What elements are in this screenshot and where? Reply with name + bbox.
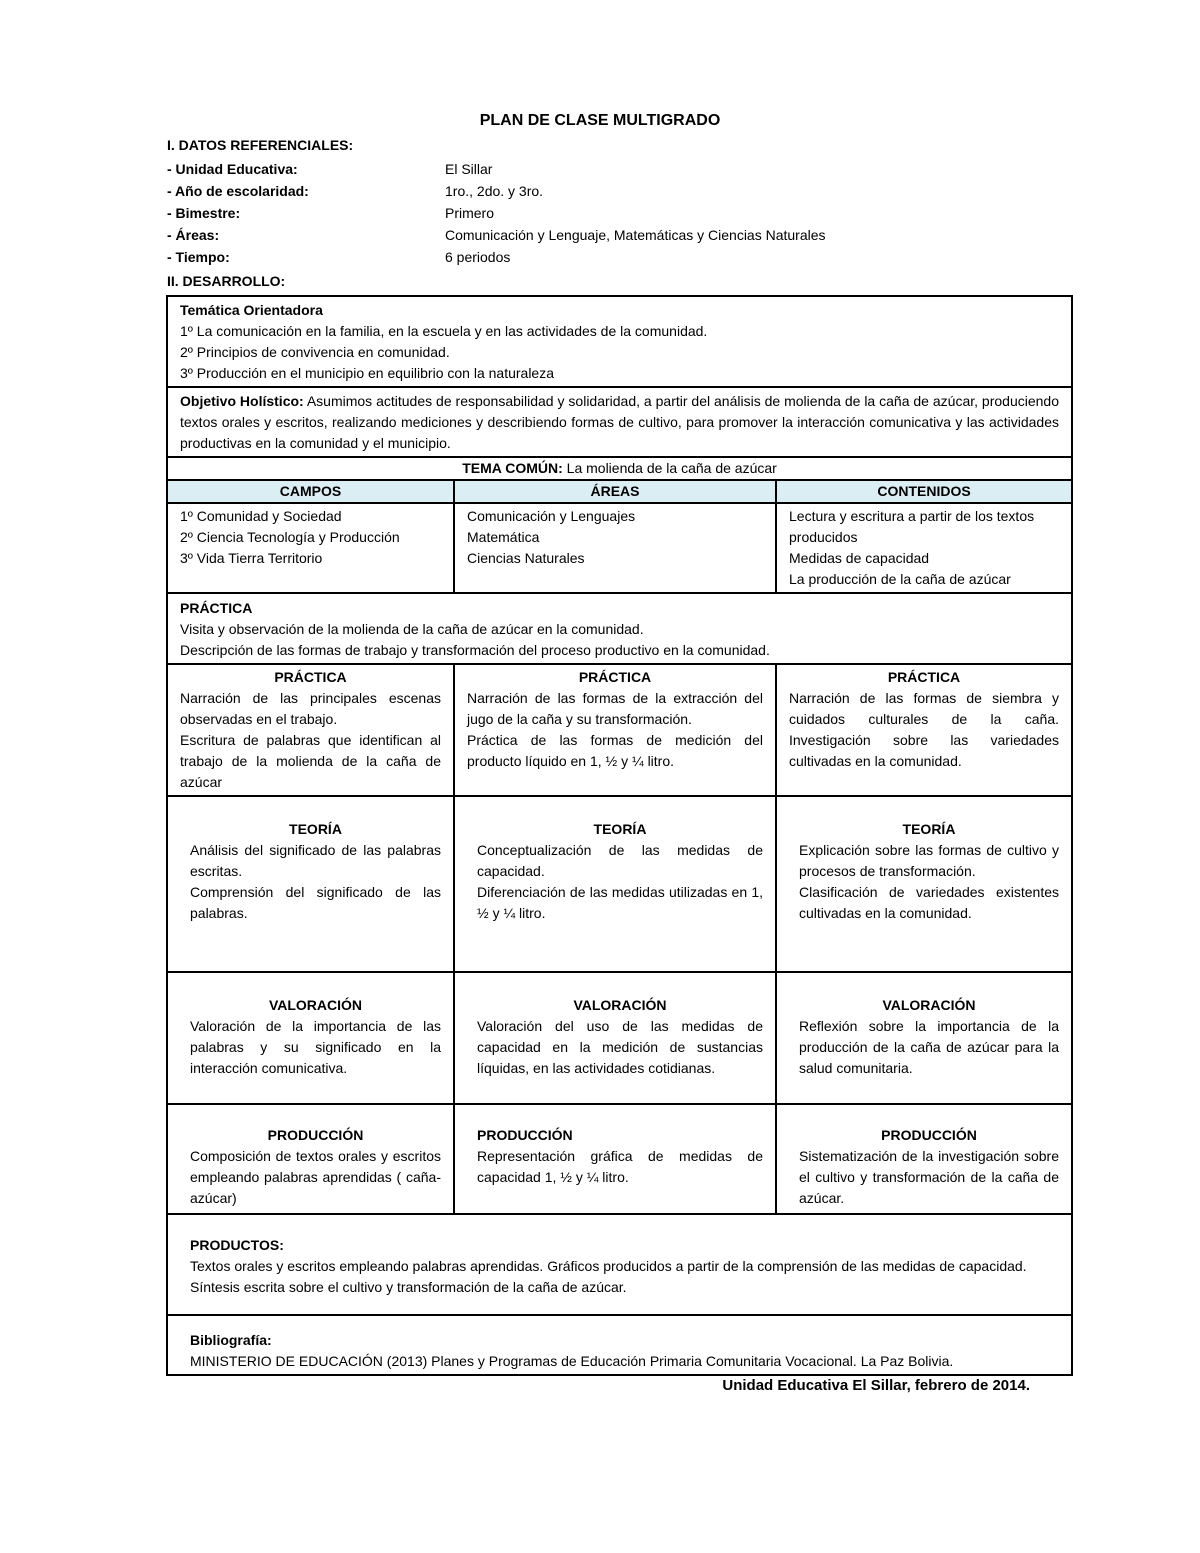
practica-general-title: PRÁCTICA <box>180 600 253 616</box>
contenido-item: La producción de la caña de azúcar <box>789 571 1011 587</box>
datos-value: Comunicación y Lenguaje, Matemáticas y Ciencias Naturales <box>445 227 826 243</box>
momento-produccion-row <box>168 1105 1071 1215</box>
productos-title: PRODUCTOS: <box>190 1237 284 1253</box>
tema-comun-label: TEMA COMÚN: <box>462 460 563 476</box>
header-contenidos: CONTENIDOS <box>777 481 1071 502</box>
momento-title: VALORACIÓN <box>882 997 976 1013</box>
bibliografia-title: Bibliografía: <box>190 1332 272 1348</box>
datos-label: - Bimestre: <box>167 205 241 221</box>
momento-text: Narración de las principales escenas observadas en el trabajo. <box>180 690 441 727</box>
productos-section <box>168 1215 1071 1316</box>
teoria-cell-2 <box>455 797 777 971</box>
practica-general <box>168 594 1071 665</box>
momento-text: Comprensión del significado de las palabras. <box>190 884 441 921</box>
tema-comun-text: La molienda de la caña de azúcar <box>562 460 777 476</box>
momento-text: Narración de las formas de la extracción del jugo de la caña y su transformación. <box>467 690 763 727</box>
produccion-cell-2 <box>455 1105 777 1213</box>
momento-title: VALORACIÓN <box>268 997 363 1013</box>
tematica-line: 3º Producción en el municipio en equilibrio con la naturaleza <box>180 365 555 381</box>
momento-title: PRODUCCIÓN <box>881 1127 977 1143</box>
header-campos: CAMPOS <box>168 481 455 502</box>
header-areas: ÁREAS <box>455 481 777 502</box>
productos-text: Textos orales y escritos empleando palabras aprendidas. Gráficos producidos a partir de la comprensión de las medidas de capacidad. Síntesis escrita sobre el cultivo y transformación de la caña de azúcar. <box>190 1258 1027 1295</box>
momento-text: Clasificación de variedades existentes cultivadas en la comunidad. <box>799 884 1059 921</box>
area-item: Ciencias Naturales <box>467 550 585 566</box>
contenido-item: Medidas de capacidad <box>789 550 930 566</box>
momento-text: Explicación sobre las formas de cultivo y procesos de transformación. <box>799 842 1059 879</box>
momento-title: TEORÍA <box>593 821 647 837</box>
practica-cell-1 <box>168 665 455 795</box>
campos-areas-contenidos-row <box>168 504 1071 594</box>
tema-comun <box>168 458 1071 481</box>
datos-label: - Áreas: <box>167 227 220 243</box>
page-title: PLAN DE CLASE MULTIGRADO <box>479 112 721 129</box>
momento-text: Sistematización de la investigación sobre el cultivo y transformación de la caña de azúcar. <box>799 1148 1059 1206</box>
teoria-cell-3 <box>777 797 1071 971</box>
momento-title: VALORACIÓN <box>573 997 667 1013</box>
campos-cell <box>168 504 455 592</box>
momento-text: Análisis del significado de las palabras escritas. <box>190 842 441 879</box>
momento-text: Escritura de palabras que identifican al trabajo de la molienda de la caña de azúcar <box>180 732 441 790</box>
produccion-cell-1 <box>168 1105 455 1213</box>
momento-text: Práctica de las formas de medición del producto líquido en 1, ½ y ¼ litro. <box>467 732 763 769</box>
momento-text: Narración de las formas de siembra y cuidados culturales de la caña. Investigación sobre las variedades cultivadas en la comunidad. <box>789 690 1059 769</box>
momento-title: PRODUCCIÓN <box>267 1127 364 1143</box>
area-item: Comunicación y Lenguajes <box>467 508 636 524</box>
momento-text: Valoración del uso de las medidas de capacidad en la medición de sustancias líquidas, en las actividades cotidianas. <box>477 1018 763 1076</box>
tematica-line: 1º La comunicación en la familia, en la escuela y en las actividades de la comunidad. <box>180 323 708 339</box>
tematica-orientadora <box>168 297 1071 388</box>
momento-teoria-row <box>168 797 1071 973</box>
momento-practica-row <box>168 665 1071 797</box>
objetivo-text: Asumimos actitudes de responsabilidad y solidaridad, a partir del análisis de molienda de la caña de azúcar, produciendo textos orales y escritos, realizando mediciones y describiendo formas de cultivo, para promover la interacción comunicativa y las actividades productivas en la comunidad y el municipio. <box>180 393 1059 451</box>
datos-label: - Unidad Educativa: <box>167 161 298 177</box>
datos-label: - Año de escolaridad: <box>167 183 309 199</box>
momento-title: PRÁCTICA <box>887 669 961 685</box>
momento-title: TEORÍA <box>289 821 342 837</box>
area-item: Matemática <box>467 529 540 545</box>
valoracion-cell-3 <box>777 973 1071 1103</box>
datos-value: El Sillar <box>445 161 493 177</box>
datos-label: - Tiempo: <box>167 249 230 265</box>
campo-item: 2º Ciencia Tecnología y Producción <box>180 529 400 545</box>
momento-title: TEORÍA <box>902 821 956 837</box>
datos-value: 6 periodos <box>445 249 511 265</box>
practica-cell-2 <box>455 665 777 795</box>
momento-text: Composición de textos orales y escritos empleando palabras aprendidas ( caña-azúcar) <box>190 1148 441 1206</box>
momento-text: Conceptualización de las medidas de capacidad. <box>477 842 763 879</box>
practica-general-line: Visita y observación de la molienda de la caña de azúcar en la comunidad. <box>180 621 644 637</box>
objetivo-holistico <box>168 388 1071 458</box>
momento-title: PRODUCCIÓN <box>477 1127 573 1143</box>
momento-text: Diferenciación de las medidas utilizadas en 1, ½ y ¼ litro. <box>477 884 763 921</box>
areas-cell <box>455 504 777 592</box>
bibliografia-section <box>168 1316 1071 1374</box>
desarrollo-table <box>166 295 1073 1376</box>
momento-text: Reflexión sobre la importancia de la producción de la caña de azúcar para la salud comunitaria. <box>799 1018 1059 1076</box>
momento-text: Representación gráfica de medidas de capacidad 1, ½ y ¼ litro. <box>477 1148 763 1185</box>
practica-general-line: Descripción de las formas de trabajo y transformación del proceso productivo en la comunidad. <box>180 642 770 658</box>
desarrollo-heading: II. DESARROLLO: <box>167 273 286 289</box>
momento-title: PRÁCTICA <box>274 669 347 685</box>
teoria-cell-1 <box>168 797 455 971</box>
momento-text: Valoración de la importancia de las palabras y su significado en la interacción comunicativa. <box>190 1018 441 1076</box>
contenido-item: Lectura y escritura a partir de los textos producidos <box>789 508 1035 545</box>
campo-item: 1º Comunidad y Sociedad <box>180 508 342 524</box>
momento-valoracion-row <box>168 973 1071 1105</box>
table-header-row <box>168 481 1071 504</box>
valoracion-cell-2 <box>455 973 777 1103</box>
valoracion-cell-1 <box>168 973 455 1103</box>
datos-value: 1ro., 2do. y 3ro. <box>445 183 544 199</box>
datos-referenciales-heading: I. DATOS REFERENCIALES: <box>167 137 354 153</box>
contenidos-cell <box>777 504 1071 592</box>
tematica-title: Temática Orientadora <box>180 302 323 318</box>
signature-line: Unidad Educativa El Sillar, febrero de 2014. <box>722 1377 1030 1394</box>
momento-title: PRÁCTICA <box>578 669 652 685</box>
campo-item: 3º Vida Tierra Territorio <box>180 550 323 566</box>
datos-value: Primero <box>445 205 495 221</box>
tematica-line: 2º Principios de convivencia en comunidad. <box>180 344 450 360</box>
practica-cell-3 <box>777 665 1071 795</box>
bibliografia-text: MINISTERIO DE EDUCACIÓN (2013) Planes y Programas de Educación Primaria Comunitaria Vocacional. La Paz Bolivia. <box>190 1353 954 1369</box>
objetivo-label: Objetivo Holístico: <box>180 393 304 409</box>
produccion-cell-3 <box>777 1105 1071 1213</box>
